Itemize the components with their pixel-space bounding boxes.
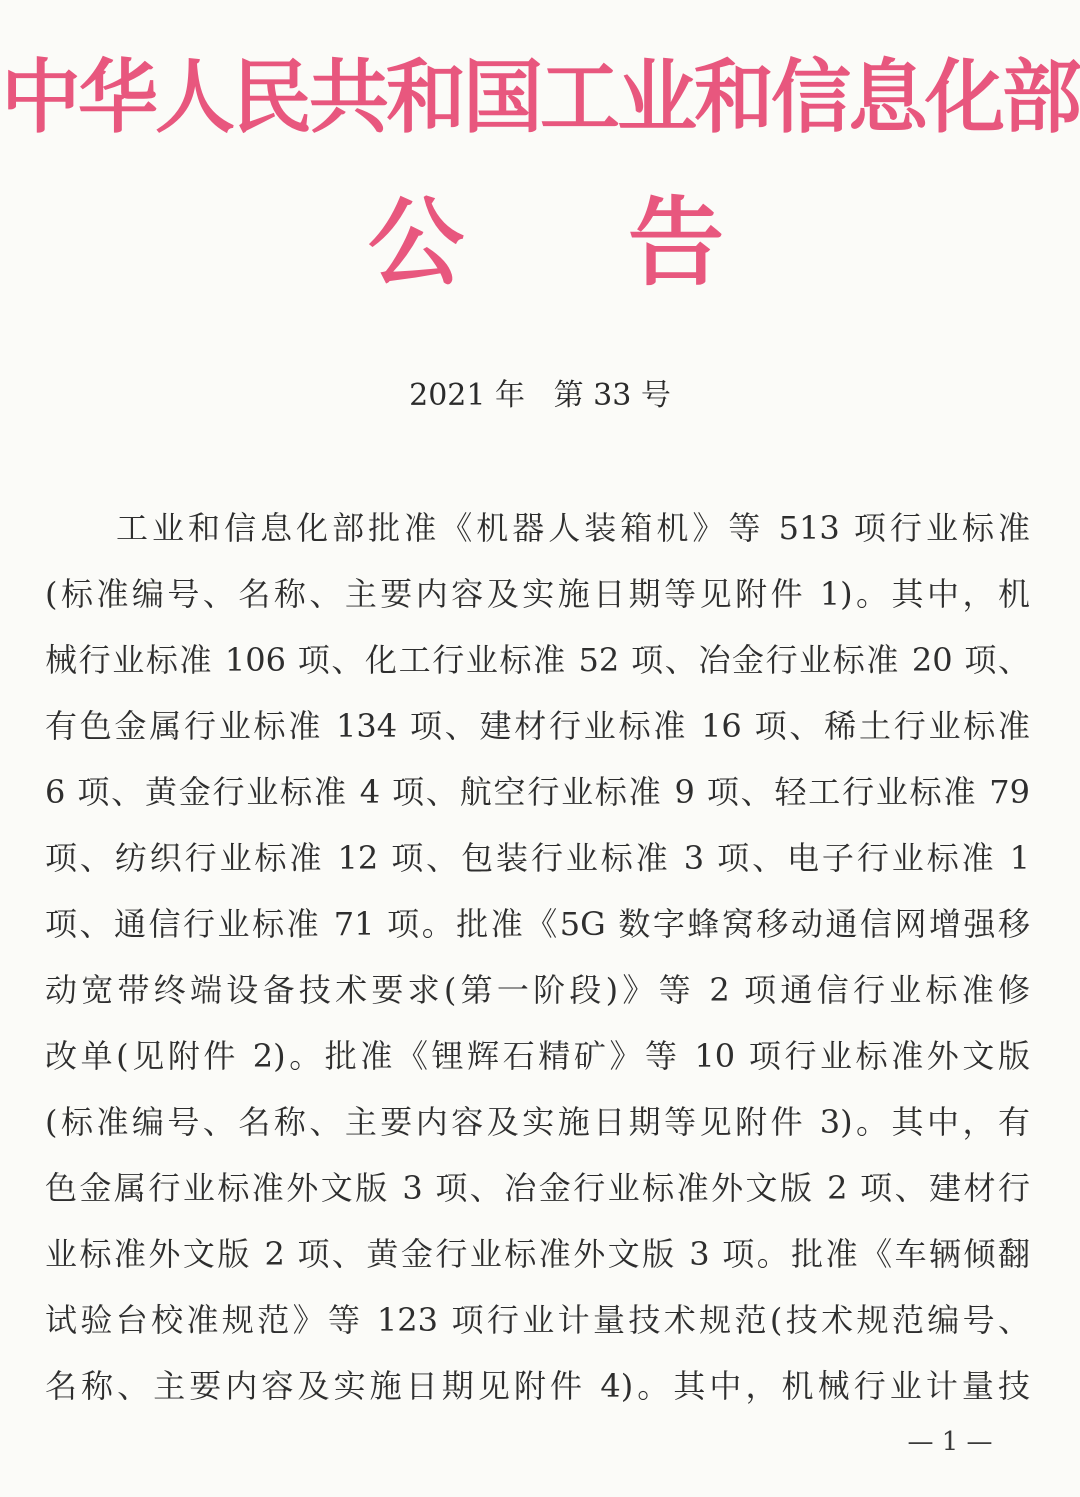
body-line: 业标准外文版 2 项、黄金行业标准外文版 3 项。批准《车辆倾翻 [45,1235,1030,1273]
body-line: 改单(见附件 2)。批准《锂辉石精矿》等 10 项行业标准外文版 [45,1037,1030,1075]
body-line: (标准编号、名称、主要内容及实施日期等见附件 3)。其中，有 [45,1103,1030,1141]
body-line: 工业和信息化部批准《机器人装箱机》等 513 项行业标准 [116,509,1030,547]
document-type-title-char-1: 公 [368,187,464,299]
body-line: 项、通信行业标准 71 项。批准《5G 数字蜂窝移动通信网增强移 [45,905,1030,943]
body-line: (标准编号、名称、主要内容及实施日期等见附件 1)。其中，机 [45,575,1030,613]
document-type-title-char-2: 告 [628,187,724,299]
body-line: 械行业标准 106 项、化工行业标准 52 项、冶金行业标准 20 项、 [45,641,1030,679]
issuing-authority-header: 中华人民共和国工业和信息化部 [1,51,1079,144]
page-number: — 1 — [907,1427,993,1457]
body-line: 色金属行业标准外文版 3 项、冶金行业标准外文版 2 项、建材行 [45,1169,1030,1207]
body-line: 名称、主要内容及实施日期见附件 4)。其中，机械行业计量技 [45,1367,1030,1405]
body-line: 试验台校准规范》等 123 项行业计量技术规范(技术规范编号、 [45,1301,1030,1339]
body-line: 动宽带终端设备技术要求(第一阶段)》等 2 项通信行业标准修 [45,971,1030,1009]
document-number: 2021 年 第 33 号 [409,378,671,413]
body-line: 6 项、黄金行业标准 4 项、航空行业标准 9 项、轻工行业标准 79 [45,773,1030,811]
body-line: 项、纺织行业标准 12 项、包装行业标准 3 项、电子行业标准 1 [45,839,1030,877]
body-line: 有色金属行业标准 134 项、建材行业标准 16 项、稀土行业标准 [45,707,1030,745]
